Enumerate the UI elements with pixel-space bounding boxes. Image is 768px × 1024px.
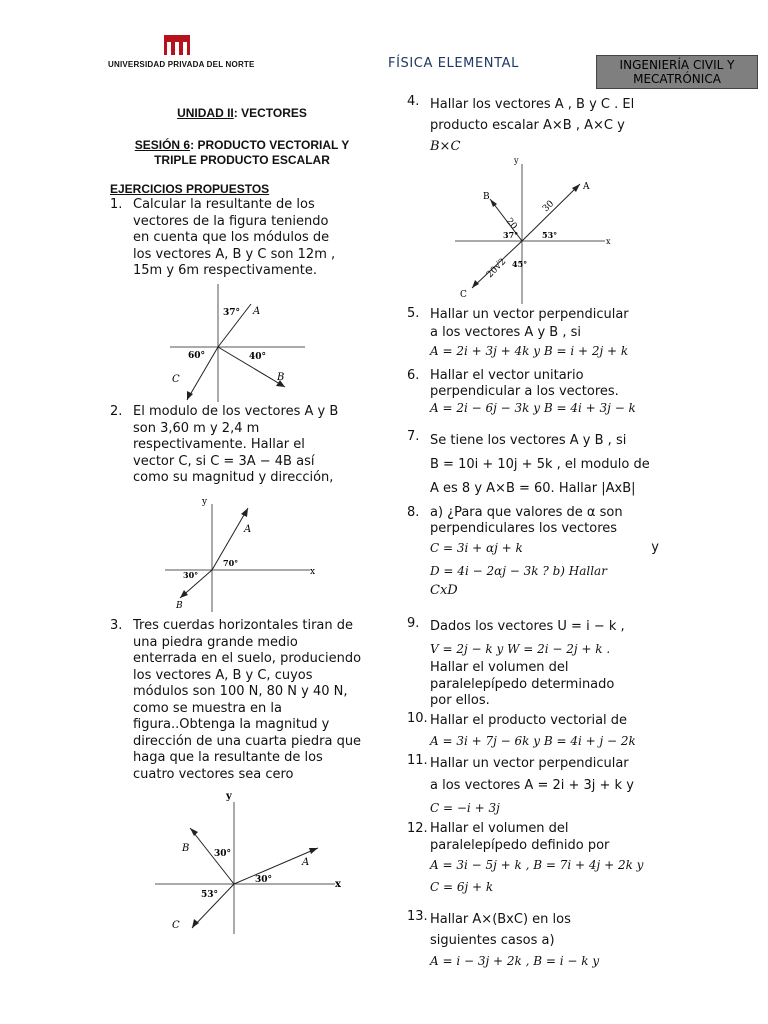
line: perpendicular a los vectores.	[430, 384, 619, 399]
line: haga que la resultante de los	[133, 750, 323, 765]
line: A = 2i − 6j − 3k y B = 4i + 3j − k	[430, 401, 636, 415]
exercise-text	[430, 821, 659, 898]
subject-title: FÍSICA ELEMENTAL	[388, 56, 519, 71]
magnitude-label: 20√2	[485, 256, 509, 281]
line: Hallar el vector unitario	[430, 368, 584, 383]
line: enterrada en el suelo, produciendo	[133, 651, 362, 666]
exercise-number: 9.	[407, 616, 420, 631]
university-name: UNIVERSIDAD PRIVADA DEL NORTE	[108, 60, 255, 69]
line: V = 2j − k y W = 2i − 2j + k .	[430, 642, 611, 656]
exercise-number: 5.	[407, 306, 420, 321]
exercise-text	[430, 616, 659, 710]
line: A = 3i − 5j + k , B = 7i + 4j + 2k y	[430, 858, 644, 872]
line: módulos son 100 N, 80 N y 40 N,	[133, 684, 348, 699]
magnitude-label: 20	[503, 216, 519, 232]
line: como se muestra en la	[133, 700, 282, 716]
exercise-text	[430, 306, 659, 360]
line: siguientes casos a)	[430, 933, 555, 948]
line: a los vectores A y B , si	[430, 325, 581, 340]
line: Dados los vectores U = i − k ,	[430, 619, 625, 634]
vector-label: B	[176, 601, 183, 611]
line: Hallar el producto vectorial de	[430, 713, 628, 728]
line: Hallar un vector perpendicular	[430, 756, 629, 771]
vector-label: C	[460, 290, 467, 300]
formula: C = 3i + αj + k	[430, 541, 523, 555]
exercise-text	[430, 753, 659, 819]
figure-1-vectors	[165, 282, 310, 404]
exercise-text	[133, 404, 385, 487]
line: vectores de la figura teniendo	[133, 213, 329, 229]
exercise-number: 13.	[407, 909, 428, 924]
figure-4-vectors	[450, 156, 615, 306]
axis-label: x	[606, 237, 611, 246]
line: Hallar los vectores A , B y C . El	[430, 97, 635, 112]
line-with-right	[430, 537, 659, 559]
university-logo	[164, 35, 190, 55]
exercise-number: 4.	[407, 94, 420, 109]
line: paralelepípedo definido por	[430, 837, 610, 853]
line: perpendiculares los vectores	[430, 521, 618, 536]
line: una piedra grande medio	[133, 634, 298, 650]
line: D = 4i − 2αj − 3k ? b) Hallar	[430, 564, 607, 578]
angle-label: 45°	[512, 259, 528, 269]
unit-title-prefix: UNIDAD II	[177, 106, 234, 120]
line: El modulo de los vectores A y B	[133, 404, 339, 419]
line: C = −i + 3j	[430, 801, 500, 815]
angle-label: 30°	[214, 849, 232, 859]
exercise-text	[133, 618, 385, 783]
line: en cuenta que los módulos de	[133, 230, 330, 245]
exercise-text	[430, 711, 659, 751]
unit-title-suffix: : VECTORES	[233, 106, 307, 120]
line: Tres cuerdas horizontales tiran de	[133, 618, 354, 633]
session-title-suffix: : PRODUCTO VECTORIAL Y	[190, 138, 350, 152]
line: A = 2i + 3j + 4k y B = i + 2j + k	[430, 344, 629, 358]
line: a los vectores A = 2i + 3j + k y	[430, 778, 634, 793]
exercise-text	[430, 505, 659, 599]
line: Calcular la resultante de los	[133, 197, 315, 212]
line: los vectores A, B y C son 12m ,	[133, 246, 336, 262]
line: paralelepípedo determinado	[430, 676, 615, 692]
axis-label: x	[335, 879, 341, 890]
exercise-text	[133, 197, 385, 280]
line: C = 6j + k	[430, 880, 494, 894]
career-badge	[596, 55, 758, 89]
line: Hallar A×(BxC) en los	[430, 912, 571, 927]
vector-label: C	[172, 374, 180, 385]
career-line-2: MECATRÓNICA	[633, 72, 721, 86]
line: Se tiene los vectores A y B , si	[430, 433, 627, 448]
exercise-number: 3.	[110, 618, 123, 633]
career-line-1: INGENIERÍA CIVIL Y	[619, 58, 735, 72]
session-title-prefix: SESIÓN 6	[134, 138, 191, 152]
angle-label: 53°	[542, 230, 558, 240]
exercise-text	[430, 429, 659, 501]
vector-label: B	[277, 372, 285, 383]
exercise-number: 1.	[110, 197, 123, 212]
exercises-heading: EJERCICIOS PROPUESTOS	[110, 182, 270, 196]
angle-label: 37°	[223, 308, 241, 318]
line: A es 8 y A×B = 60. Hallar |AxB|	[430, 481, 636, 496]
session-title	[110, 138, 374, 152]
vector-label: B	[182, 843, 190, 854]
line: respectivamente. Hallar el	[133, 437, 305, 452]
line: Hallar un vector perpendicular	[430, 307, 629, 322]
figure-3-vectors	[150, 788, 350, 936]
exercise-text	[430, 94, 659, 157]
line: CxD	[430, 583, 458, 598]
line: son 3,60 m y 2,4 m	[133, 420, 260, 436]
line: 15m y 6m respectivamente.	[133, 263, 317, 278]
line: los vectores A, B y C, cuyos	[133, 667, 313, 683]
angle-label: 30°	[255, 875, 273, 885]
conjunction: y	[651, 540, 659, 555]
unit-title	[110, 106, 374, 120]
line: dirección de una cuarta piedra que	[133, 733, 362, 749]
vector-label: C	[172, 920, 180, 931]
vector-label: A	[244, 524, 252, 535]
vector-label: A	[302, 857, 310, 868]
vector-label: A	[253, 306, 261, 317]
figure-2-vectors	[160, 496, 320, 614]
exercise-number: 6.	[407, 368, 420, 383]
line: Hallar el volumen del	[430, 821, 569, 836]
line: B = 10i + 10j + 5k , el modulo de	[430, 457, 650, 472]
line: A = 3i + 7j − 6k y B = 4i + j − 2k	[430, 734, 636, 748]
angle-label: 70°	[223, 558, 239, 568]
line: por ellos.	[430, 693, 490, 708]
line: producto escalar A×B , A×C y	[430, 118, 625, 133]
line: B×C	[430, 139, 461, 154]
line: Hallar el volumen del	[430, 660, 569, 675]
angle-label: 60°	[188, 351, 206, 361]
line: figura..Obtenga la magnitud y	[133, 717, 330, 732]
axis-label: y	[226, 791, 232, 802]
line: A = i − 3j + 2k , B = i − k y	[430, 954, 600, 968]
angle-label: 40°	[249, 352, 267, 362]
session-title-line2: TRIPLE PRODUCTO ESCALAR	[154, 153, 330, 167]
vector-label: B	[483, 192, 490, 202]
vector-label: A	[583, 182, 590, 192]
exercise-number: 8.	[407, 505, 420, 520]
exercise-number: 12.	[407, 821, 428, 836]
line: cuatro vectores sea cero	[133, 766, 294, 782]
angle-label: 30°	[183, 570, 199, 580]
exercise-number: 11.	[407, 753, 428, 768]
magnitude-label: 30	[541, 198, 557, 215]
exercise-text	[430, 368, 659, 416]
angle-label: 37°	[503, 230, 519, 240]
angle-label: 53°	[201, 890, 219, 900]
exercise-text	[430, 909, 659, 972]
exercise-number: 7.	[407, 429, 420, 444]
line: a) ¿Para que valores de α son	[430, 505, 623, 520]
exercise-number: 2.	[110, 404, 123, 419]
exercise-number: 10.	[407, 711, 428, 726]
axis-label: x	[310, 567, 316, 577]
axis-label: y	[514, 156, 519, 165]
line: vector C, si C = 3A − 4B así	[133, 453, 315, 469]
axis-label: y	[202, 497, 208, 507]
line: como su magnitud y dirección,	[133, 470, 334, 485]
